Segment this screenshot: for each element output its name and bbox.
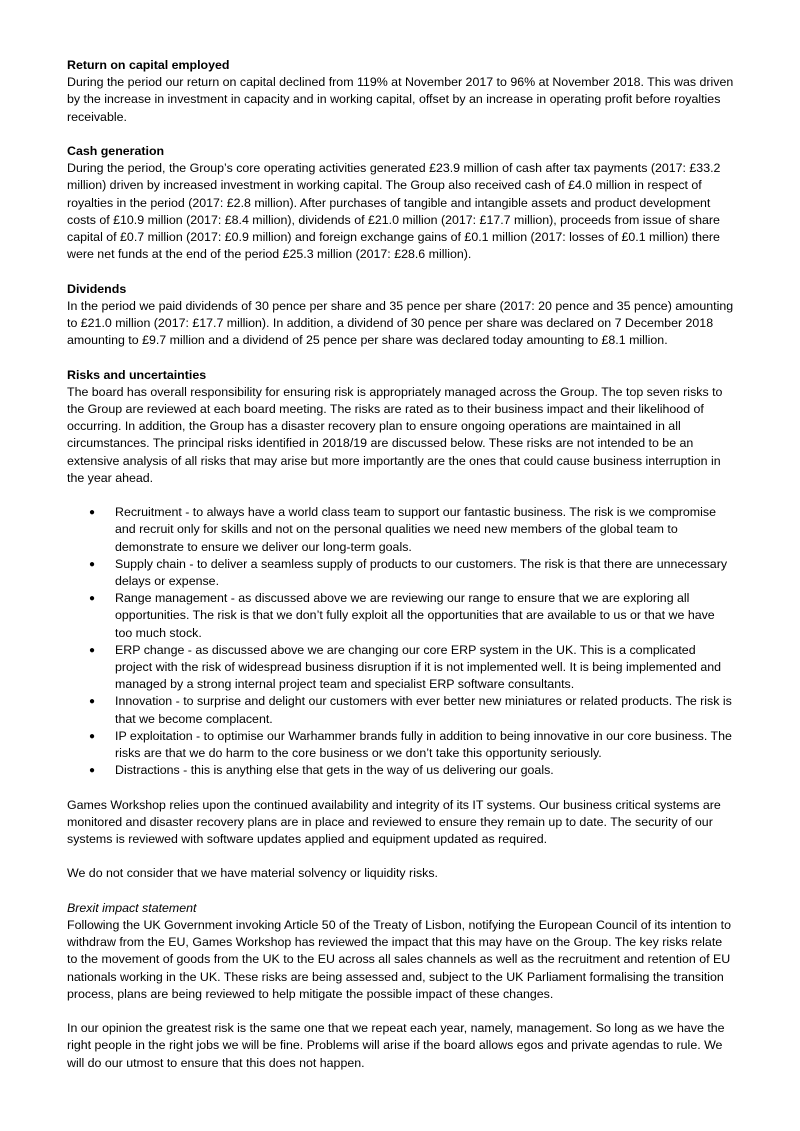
risks-list xyxy=(67,504,735,779)
risk-item-innovation: Innovation - to surprise and delight our customers with ever better new miniatures or related products. The risk is that we become complacent. xyxy=(115,694,732,726)
list-item xyxy=(89,504,735,556)
roce-heading: Return on capital employed xyxy=(67,58,230,72)
risks-heading: Risks and uncertainties xyxy=(67,367,207,382)
solvency-paragraph: We do not consider that we have material solvency or liquidity risks. xyxy=(67,866,438,881)
risks-section xyxy=(67,367,735,883)
bullet-icon: ● xyxy=(89,730,96,742)
closing-paragraph: In our opinion the greatest risk is the same one that we repeat each year, namely, management. So long as we have the right people in the right jobs we will be fine. Problems will arise if the board allows egos and private agendas to rule. We will do our utmost to ensure that this does not happen. xyxy=(67,1021,725,1070)
brexit-heading: Brexit impact statement xyxy=(67,900,197,915)
dividends-paragraph: In the period we paid dividends of 30 pence per share and 35 pence per share (2017: 20 pence and 35 pence) amounting to £21.0 million (2017: £17.7 million). In addition, a dividend of 30 pence per share was declared on 7 December 2018 amounting to £9.7 million and a dividend of 25 pence per share was declared today amounting to £8.1 million. xyxy=(67,298,734,348)
closing-section xyxy=(67,1020,735,1072)
bullet-icon: ● xyxy=(89,593,96,605)
list-item xyxy=(89,728,735,762)
list-item xyxy=(89,762,735,779)
list-item xyxy=(89,556,735,590)
document-page xyxy=(67,57,735,1089)
risk-item-erp-change: ERP change - as discussed above we are changing our core ERP system in the UK. This is a complicated project with the risk of widespread business disruption if it is not implemented well. It is being implemented and managed by a strong internal project team and specialist ERP software consultants. xyxy=(115,642,722,692)
risks-intro-paragraph: The board has overall responsibility for ensuring risk is appropriately managed across the Group. The top seven risks to the Group are reviewed at each board meeting. The risks are rated as to their business impact and their likelihood of occurring. In addition, the Group has a disaster recovery plan to ensure ongoing operations are maintained in all circumstances. The principal risks identified in 2018/19 are discussed below. These risks are not intended to be an extensive analysis of all risks that may arise but more importantly are the ones that could cause business interruption in the year ahead. xyxy=(67,384,723,485)
brexit-paragraph: Following the UK Government invoking Article 50 of the Treaty of Lisbon, notifying the European Council of its intention to withdraw from the EU, Games Workshop has reviewed the impact that this may have on the Group. The key risks relate to the movement of goods from the UK to the EU across all sales channels as well as the recruitment and retention of EU nationals working in the UK. These risks are being assessed and, subject to the UK Parliament formalising the transition process, plans are being reviewed to help mitigate the possible impact of these changes. xyxy=(67,918,731,1001)
cash-generation-section xyxy=(67,143,735,263)
risk-item-distractions: Distractions - this is anything else that gets in the way of us delivering our goals. xyxy=(115,763,554,778)
roce-paragraph: During the period our return on capital declined from 119% at November 2017 to 96% at November 2018. This was driven by the increase in investment in capacity and in working capital, offset by an increase in operating profit before royalties receivable. xyxy=(67,75,734,124)
risk-item-recruitment: Recruitment - to always have a world class team to support our fantastic business. The risk is we compromise and recruit only for skills and not on the personal qualities we need new members of the global team to demonstrate to ensure we deliver our long-term goals. xyxy=(115,505,716,554)
it-systems-paragraph: Games Workshop relies upon the continued availability and integrity of its IT systems. Our business critical systems are monitored and disaster recovery plans are in place and reviewed to ensure they remain up to date. The security of our systems is reviewed with software updates applied and equipment updated as required. xyxy=(67,797,721,847)
dividends-heading: Dividends xyxy=(67,281,127,296)
brexit-section xyxy=(67,900,735,1003)
list-item xyxy=(89,590,735,642)
bullet-icon: ● xyxy=(89,765,96,777)
bullet-icon: ● xyxy=(89,696,96,708)
risk-item-supply-chain: Supply chain - to deliver a seamless supply of products to our customers. The risk is that there are unnecessary delays or expense. xyxy=(115,556,728,589)
risk-item-range-management: Range management - as discussed above we are reviewing our range to ensure that we are exploring all opportunities. The risk is that we don’t fully exploit all the opportunities that are available to us or that we have too much stock. xyxy=(115,591,715,640)
cash-generation-heading: Cash generation xyxy=(67,144,165,158)
cash-generation-paragraph: During the period, the Group’s core operating activities generated £23.9 million of cash after tax payments (2017: £33.2 million) driven by increased investment in working capital. The Group also received cash of £4.0 million in respect of royalties in the period (2017: £2.8 million). After purchases of tangible and intangible assets and product development costs of £10.9 million (2017: £8.4 million), dividends of £21.0 million (2017: £17.7 million), proceeds from issue of share capital of £0.7 million (2017: £0.9 million) and foreign exchange gains of £0.1 million (2017: losses of £0.1 million) there were net funds at the end of the period £25.3 million (2017: £28.6 million). xyxy=(67,161,721,262)
roce-section xyxy=(67,57,735,126)
bullet-icon: ● xyxy=(89,507,96,519)
bullet-icon: ● xyxy=(89,558,96,570)
dividends-section xyxy=(67,281,735,350)
risk-item-ip-exploitation: IP exploitation - to optimise our Warhammer brands fully in addition to being innovative in our core business. The risks are that we do harm to the core business or we don’t take this opportunity seriously. xyxy=(115,728,732,761)
list-item xyxy=(89,642,735,694)
bullet-icon: ● xyxy=(89,644,96,656)
list-item xyxy=(89,693,735,727)
